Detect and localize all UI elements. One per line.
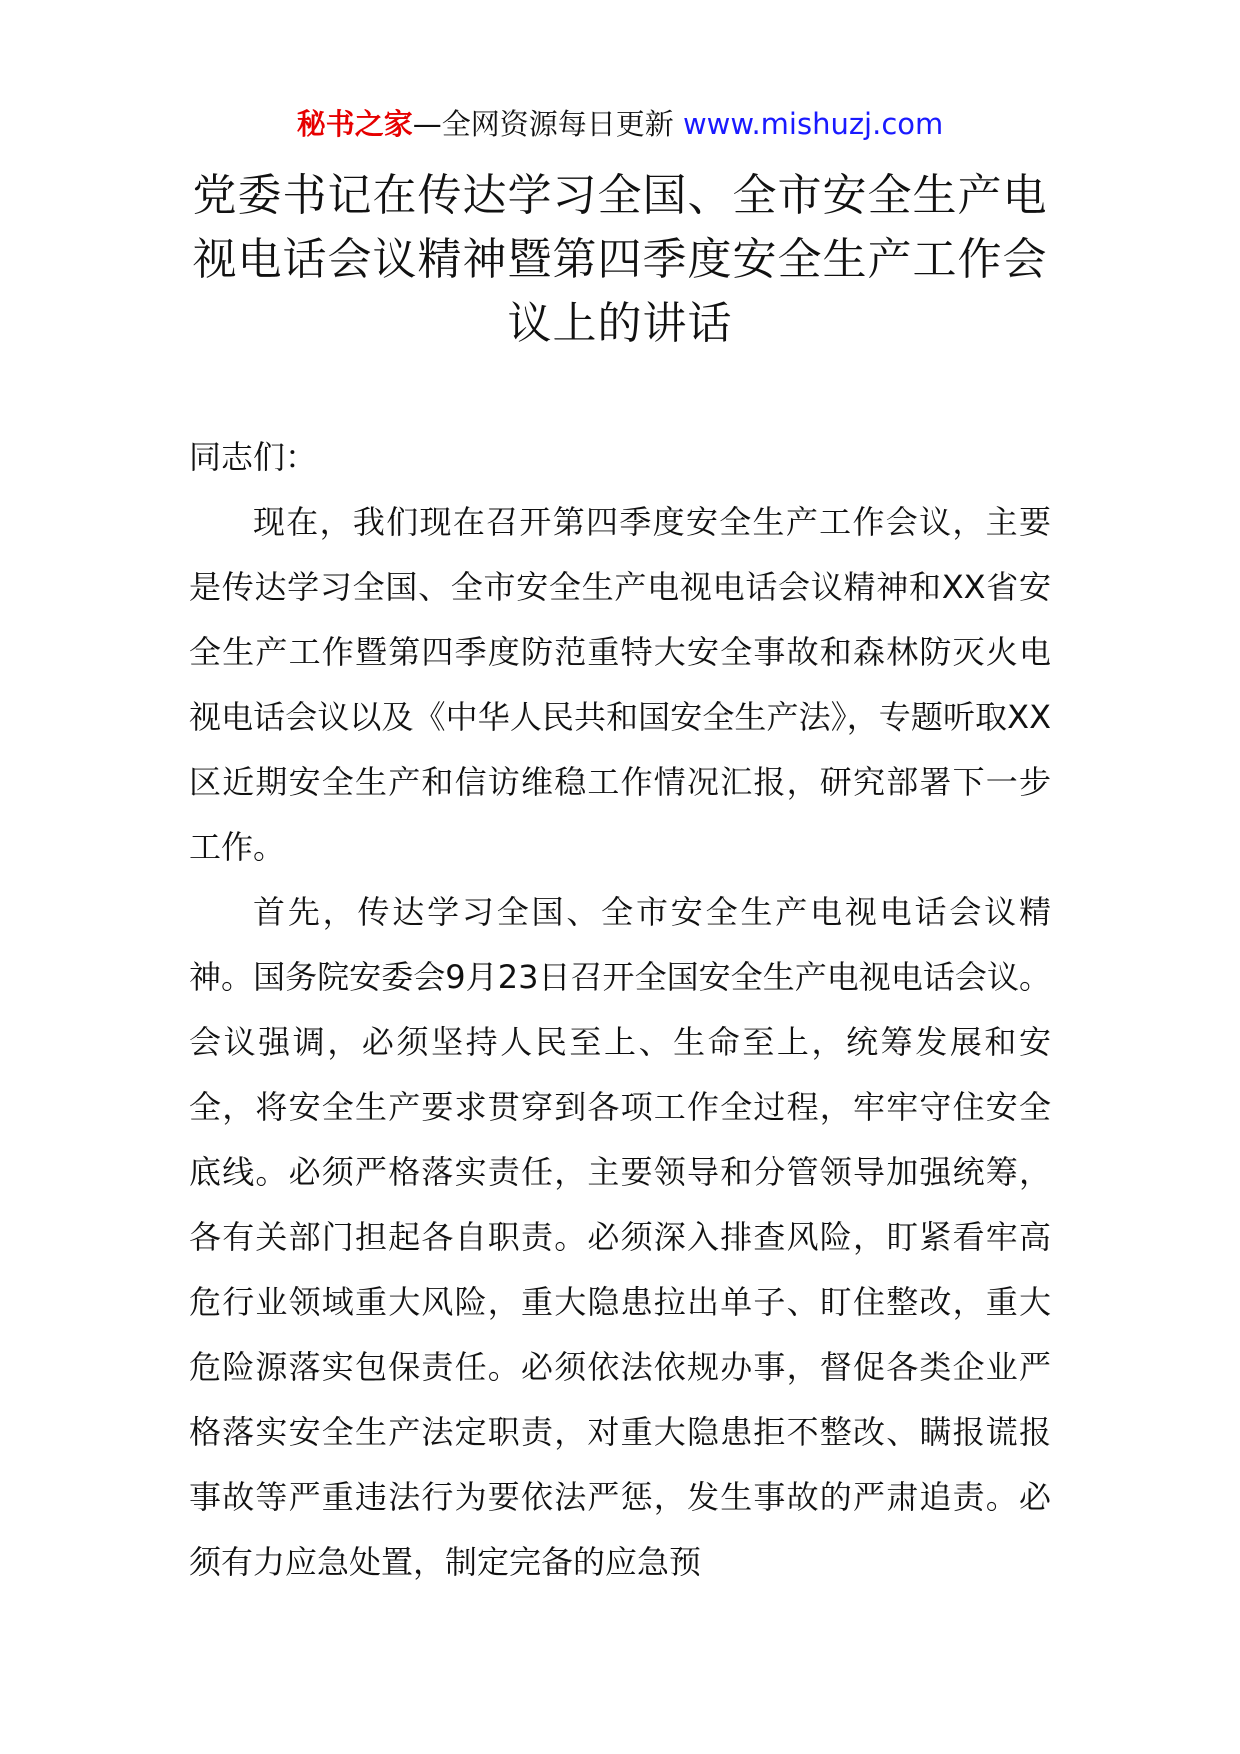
- salutation: 同志们：: [189, 438, 318, 476]
- site-header-banner: [0, 100, 1240, 148]
- document-title: 党委书记在传达学习全国、全市安全生产电视电话会议精神暨第四季度安全生产工作会议上的讲话: [192, 170, 1048, 349]
- header-tagline: —全网资源每日更新: [412, 107, 683, 141]
- brand-name: 秘书之家: [296, 107, 413, 141]
- paragraph-first-point: 首先，传达学习全国、全市安全生产电视电话会议精神。国务院安委会9月23日召开全国安全生产电视电话会议。会议强调，必须坚持人民至上、生命至上，统筹发展和安全，将安全生产要求贯穿到各项工作全过程，牢牢守住安全底线。必须严格落实责任，主要领导和分管领导加强统筹，各有关部门担起各自职责。必须深入排查风险，盯紧看牢高危行业领域重大风险，重大隐患拉出单子、盯住整改，重大危险源落实包保责任。必须依法依规办事，督促各类企业严格落实安全生产法定职责，对重大隐患拒不整改、瞒报谎报事故等严重违法行为要依法严惩，发生事故的严肃追责。必须有力应急处置，制定完备的应急预: [189, 893, 1051, 1581]
- paragraph-intro: 现在，我们现在召开第四季度安全生产工作会议，主要是传达学习全国、全市安全生产电视电话会议精神和XX省安全生产工作暨第四季度防范重特大安全事故和森林防灭火电视电话会议以及《中华人民共和国安全生产法》，专题听取XX区近期安全生产和信访维稳工作情况汇报，研究部署下一步工作。: [189, 503, 1051, 866]
- site-url-link[interactable]: www.mishuzj.com: [682, 107, 944, 141]
- document-body: [189, 425, 1051, 1595]
